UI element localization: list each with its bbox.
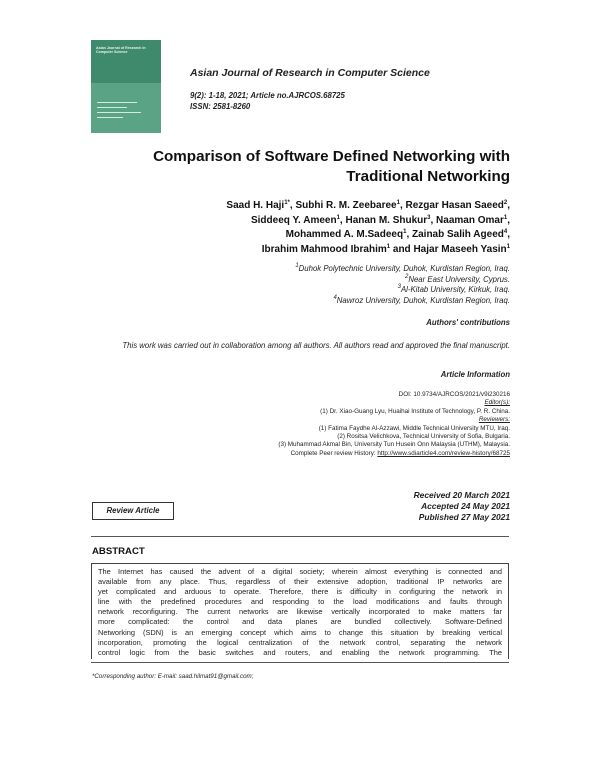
author-affiliation-mark: 4 [503, 229, 508, 236]
published-date: Published 27 May 2021 [418, 511, 510, 522]
author-affiliation-mark: 1 [396, 200, 400, 206]
review-history [180, 450, 510, 458]
abstract-line: incorporation, promoting the logical centralization of the network control, separating the network [98, 637, 502, 647]
review-history-link[interactable]: http://www.sdiarticle4.com/review-history/68725 [377, 449, 510, 457]
editor-entry: (1) Dr. Xiao-Guang Lyu, Huaihai Institute of Technology, P. R. China. [320, 407, 510, 415]
author-affiliation-mark: 1 [386, 243, 391, 250]
author-affiliation-mark: 1 [336, 214, 340, 221]
author-name: Siddeeq Y. Ameen [250, 214, 337, 226]
author-line [120, 214, 510, 229]
cover-text-line [97, 107, 127, 108]
author-name: and Hajar Maseeh Yasin [390, 243, 507, 255]
author-affiliation-mark: 3 [427, 214, 431, 221]
affiliation-item [150, 296, 510, 307]
abstract-line: yet complicated and arduous to operate. Therefore, there is difficulty in configuring the network in [98, 587, 502, 597]
author-name: , Subhi R. M. Zeebaree [289, 200, 397, 211]
reviewer-entry: (1) Fatima Faydhe Al-Azzawi, Middle Technical University MTU, Iraq. [318, 424, 510, 432]
cover-text-line [97, 112, 141, 113]
footnote-divider [91, 662, 509, 663]
affiliation-text: Nawroz University, Duhok, Kurdistan Region, Iraq. [336, 295, 510, 305]
article-info [180, 391, 510, 458]
reviewers-label: Reviewers: [478, 416, 510, 424]
journal-issn: ISSN: 2581-8260 [190, 102, 251, 111]
affiliation-number: 4 [333, 294, 337, 301]
journal-name: Asian Journal of Research in Computer Science [190, 67, 430, 79]
reviewer-entry: (2) Rositsa Velichkova, Technical University of Sofia, Bulgaria. [337, 433, 510, 441]
cover-text-line [97, 117, 123, 118]
affiliation-number: 3 [397, 284, 401, 291]
author-affiliation-mark: 2 [503, 200, 508, 206]
article-type-badge: Review Article [92, 502, 174, 520]
corresponding-author-footnote: *Corresponding author: E-mail: saad.hilmat91@gmail.com; [92, 673, 254, 680]
reviewer-entry: (3) Muhammad Akmal Bin, University Tun Husein Onn Malaysia (UTHM), Malaysia. [278, 441, 510, 449]
author-name: Mohammed A. M.Sadeeq [285, 229, 404, 241]
author-name: , Zainab Salih Ageed [406, 229, 504, 241]
publication-dates [330, 490, 510, 522]
affiliation-item [150, 285, 510, 296]
article-info-heading: Article Information [440, 370, 510, 379]
author-affiliation-mark: 1* [284, 200, 290, 206]
affiliation-text: Al-Kitab University, Kirkuk, Iraq. [400, 285, 510, 295]
accepted-date: Accepted 24 May 2021 [421, 500, 510, 511]
editors-label: Editor(s): [484, 399, 510, 407]
journal-citation: 9(2): 1-18, 2021; Article no.AJRCOS.68725 [190, 91, 345, 100]
affiliation-item [150, 275, 510, 286]
author-line [120, 243, 510, 258]
affiliation-number: 1 [295, 263, 299, 269]
author-affiliation-mark: 1 [403, 229, 407, 236]
affiliation-text: Near East University, Cyprus. [408, 274, 510, 284]
abstract-line: control logic from the basic switches and routers, and enabling the network programming. The [98, 647, 502, 657]
cover-lower-band [91, 83, 161, 133]
author-name: , Naaman Omar [430, 214, 504, 226]
author-name: Saad H. Haji [226, 200, 285, 211]
abstract-box [91, 563, 509, 659]
section-divider [91, 536, 509, 537]
author-name: , Hanan M. Shukur [339, 214, 428, 226]
abstract-line: Networking (SDN) is an emerging concept which aims to change this situation by breaking vertical [98, 627, 502, 637]
author-separator: , [507, 229, 510, 241]
affiliation-text: Duhok Polytechnic University, Duhok, Kurdistan Region, Iraq. [298, 264, 510, 273]
affiliation-number: 2 [404, 273, 409, 280]
author-name: Ibrahim Mahmood Ibrahim [261, 243, 387, 255]
abstract-line: available from any place. Thus, regardless of their extensive adoption, traditional IP networks are [98, 577, 502, 587]
affiliation-list [150, 264, 510, 306]
author-separator: , [507, 214, 510, 226]
received-date: Received 20 March 2021 [413, 490, 510, 500]
paper-title-line-1: Comparison of Software Defined Networking with [153, 148, 510, 165]
abstract-heading: ABSTRACT [92, 546, 145, 557]
journal-cover-image [91, 40, 161, 133]
author-line [120, 199, 510, 214]
abstract-line: more complicated: the control and data planes are bundled collectively. Software-Defined [98, 617, 502, 627]
paper-title-line-2: Traditional Networking [346, 168, 510, 185]
abstract-line [98, 658, 502, 659]
author-list [120, 199, 510, 257]
abstract-line: The Internet has caused the advent of a digital society; wherein almost everything is connected and [98, 567, 502, 576]
review-history-label: Complete Peer review History: [290, 449, 378, 457]
author-affiliation-mark: 1 [506, 243, 510, 250]
author-separator: , [507, 200, 510, 211]
paper-title [60, 147, 510, 187]
affiliation-item [150, 264, 510, 275]
doi: DOI: 10.9734/AJRCOS/2021/v9i230216 [398, 391, 510, 398]
abstract-line: network reconfiguring. The current networks are likewise vertically incorporated to make matters far [98, 607, 502, 617]
contributions-heading: Authors' contributions [426, 318, 510, 327]
author-line [120, 228, 510, 243]
abstract-line: line with the predefined procedures and responding to the load modifications and faults through [98, 597, 502, 607]
cover-title: Asian Journal of Research in Computer Science [96, 46, 146, 55]
author-name: , Rezgar Hasan Saeed [399, 200, 504, 211]
contributions-text: This work was carried out in collaboration among all authors. All authors read and approved the final manuscript. [122, 341, 510, 350]
author-affiliation-mark: 1 [503, 214, 508, 221]
journal-citation-block [190, 90, 345, 112]
cover-text-line [97, 102, 137, 103]
